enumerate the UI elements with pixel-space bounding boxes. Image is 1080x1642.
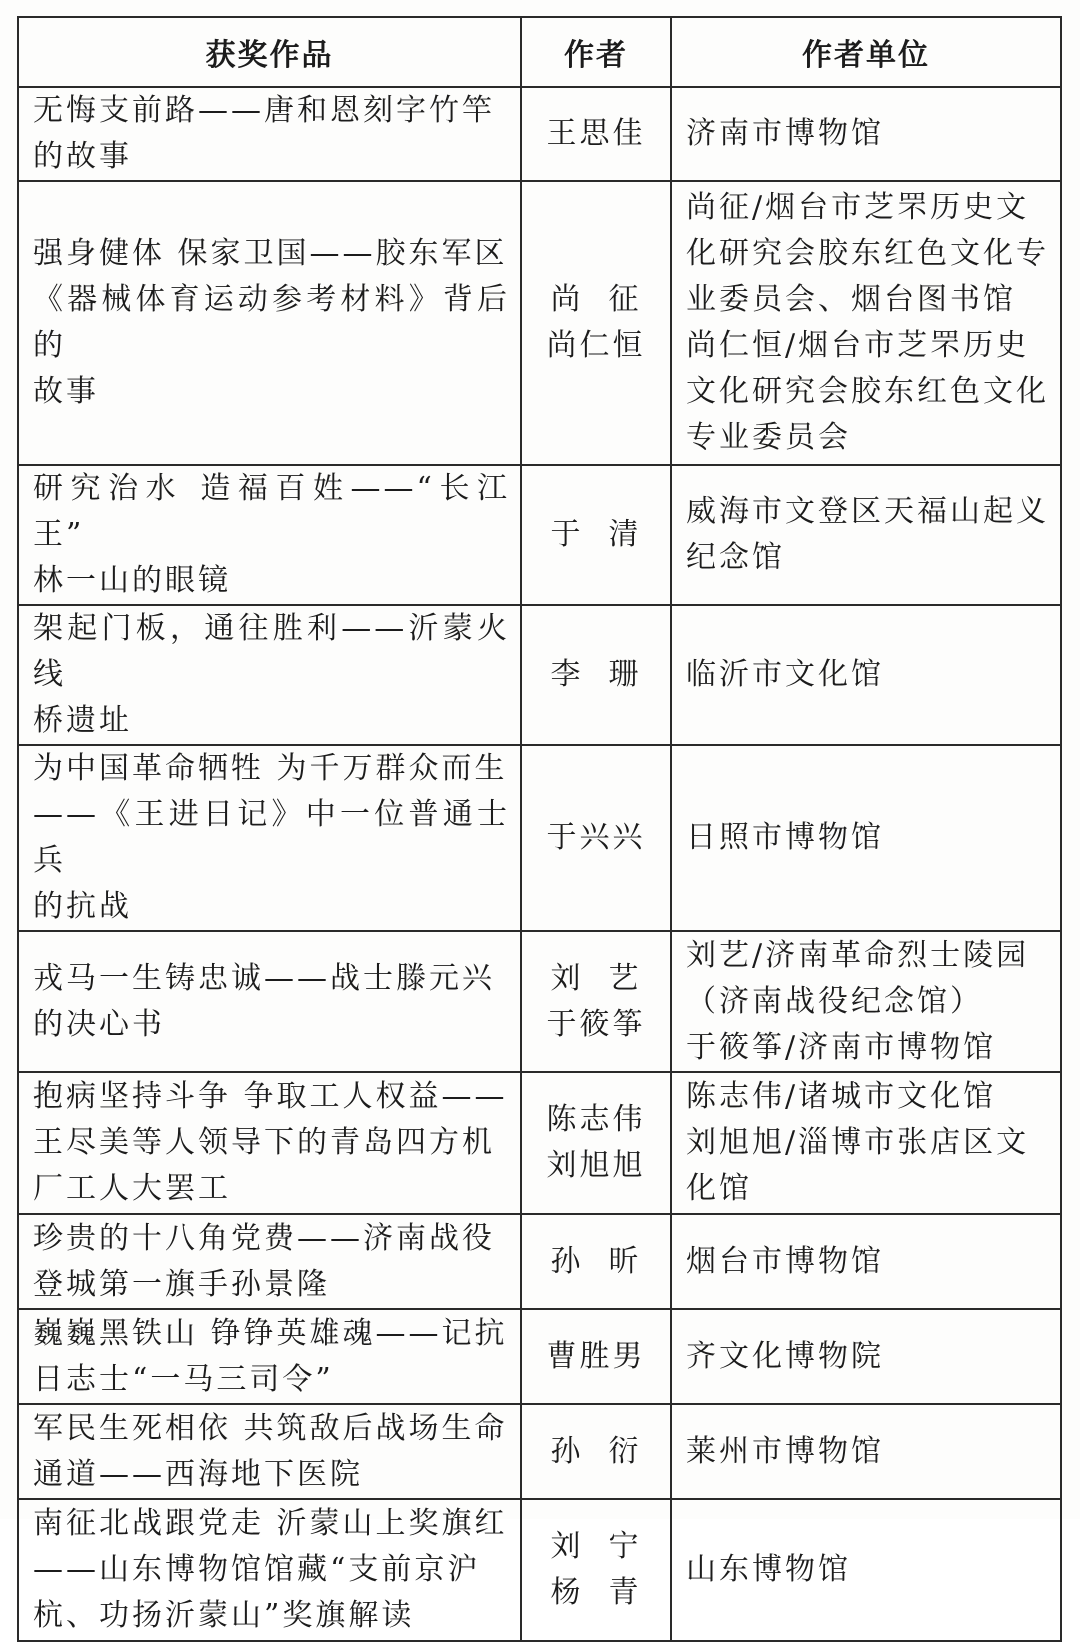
unit-cell <box>671 1499 1061 1641</box>
author-unit: 齐文化博物院 <box>686 1338 884 1374</box>
author-cell <box>521 1072 671 1214</box>
author-name: 于筱筝 <box>546 1006 646 1042</box>
table-row <box>18 605 1061 745</box>
author-unit: 莱州市博物馆 <box>686 1433 884 1469</box>
work-title: 架起门板，通往胜利——沂蒙火线 桥遗址 <box>33 611 510 738</box>
author-name: 于 清 <box>550 517 642 552</box>
author-unit: 济南市博物馆 <box>686 116 884 151</box>
author-unit: 临沂市文化馆 <box>686 657 884 692</box>
work-title: 为中国革命牺牲 为千万群众而生 ——《王进日记》中一位普通士兵 的抗战 <box>33 751 510 924</box>
header-unit: 作者单位 <box>671 17 1061 87</box>
author-unit: 山东博物馆 <box>686 1552 851 1587</box>
author-cell <box>521 181 671 465</box>
unit-cell <box>671 1214 1061 1309</box>
author-cell <box>521 931 671 1072</box>
author-name: 尚 征 <box>550 282 642 317</box>
unit-cell <box>671 1309 1061 1404</box>
author-name: 李 珊 <box>550 657 642 692</box>
work-cell <box>18 1404 521 1499</box>
table-row <box>18 1404 1061 1499</box>
table-row <box>18 745 1061 931</box>
author-name: 孙 衍 <box>550 1433 642 1469</box>
work-title: 无悔支前路——唐和恩刻字竹竿 的故事 <box>33 93 495 174</box>
work-cell <box>18 87 521 181</box>
work-title: 研究治水 造福百姓——“长江王” 林一山的眼镜 <box>33 471 510 598</box>
unit-cell <box>671 1072 1061 1214</box>
awards-table <box>17 16 1062 1642</box>
table-header-row <box>18 17 1061 87</box>
work-cell <box>18 1309 521 1404</box>
author-cell <box>521 1404 671 1499</box>
author-unit: 尚仁恒/烟台市芝罘历史 文化研究会胶东红色文化 专业委员会 <box>686 328 1049 455</box>
table-row <box>18 87 1061 181</box>
work-title: 军民生死相依 共筑敌后战场生命 通道——西海地下医院 <box>33 1410 508 1492</box>
unit-cell <box>671 931 1061 1072</box>
work-cell <box>18 745 521 931</box>
work-cell <box>18 1072 521 1214</box>
author-name: 尚仁恒 <box>546 328 646 363</box>
author-unit: 日照市博物馆 <box>686 820 884 855</box>
author-unit: 刘旭旭/淄博市张店区文 化馆 <box>686 1125 1030 1206</box>
author-name: 刘 艺 <box>550 960 642 996</box>
unit-cell <box>671 87 1061 181</box>
author-name: 刘旭旭 <box>546 1148 646 1183</box>
work-cell <box>18 605 521 745</box>
table-row <box>18 181 1061 465</box>
work-cell <box>18 1214 521 1309</box>
author-unit: 陈志伟/诸城市文化馆 <box>686 1079 997 1114</box>
author-name: 陈志伟 <box>546 1102 646 1137</box>
table-row <box>18 1072 1061 1214</box>
unit-cell <box>671 181 1061 465</box>
author-cell <box>521 87 671 181</box>
author-unit: 尚征/烟台市芝罘历史文 化研究会胶东红色文化专 业委员会、烟台图书馆 <box>686 190 1049 317</box>
author-unit: 刘艺/济南革命烈士陵园 （济南战役纪念馆） <box>686 937 1030 1019</box>
unit-cell <box>671 1404 1061 1499</box>
author-cell <box>521 1214 671 1309</box>
work-title: 强身健体 保家卫国——胶东军区 《器械体育运动参考材料》背后的 故事 <box>33 236 510 409</box>
author-name: 孙 昕 <box>550 1243 642 1279</box>
header-author: 作者 <box>521 17 671 87</box>
work-cell <box>18 931 521 1072</box>
work-cell <box>18 1499 521 1641</box>
table-row <box>18 1499 1061 1641</box>
author-cell <box>521 745 671 931</box>
author-name: 王思佳 <box>546 116 646 151</box>
table-row <box>18 1309 1061 1404</box>
work-title: 抱病坚持斗争 争取工人权益—— 王尽美等人领导下的青岛四方机 厂工人大罢工 <box>33 1079 508 1206</box>
author-unit: 于筱筝/济南市博物馆 <box>686 1029 997 1065</box>
work-title: 戎马一生铸忠诚——战士滕元兴 的决心书 <box>33 960 495 1042</box>
work-cell <box>18 181 521 465</box>
table-body <box>18 87 1061 1641</box>
author-name: 曹胜男 <box>546 1338 646 1374</box>
unit-cell <box>671 465 1061 605</box>
author-cell <box>521 1309 671 1404</box>
author-unit: 威海市文登区天福山起义 纪念馆 <box>686 494 1049 575</box>
author-name: 杨 青 <box>550 1575 642 1610</box>
author-name: 于兴兴 <box>546 820 646 855</box>
author-cell <box>521 1499 671 1641</box>
author-cell <box>521 465 671 605</box>
work-cell <box>18 465 521 605</box>
unit-cell <box>671 605 1061 745</box>
header-work: 获奖作品 <box>18 17 521 87</box>
work-title: 珍贵的十八角党费——济南战役 登城第一旗手孙景隆 <box>33 1220 495 1302</box>
author-unit: 烟台市博物馆 <box>686 1243 884 1279</box>
work-title: 巍巍黑铁山 铮铮英雄魂——记抗 日志士“一马三司令” <box>33 1315 508 1397</box>
table-row <box>18 1214 1061 1309</box>
work-title: 南征北战跟党走 沂蒙山上奖旗红 ——山东博物馆馆藏“支前京沪 杭、功扬沂蒙山”奖旗解读 <box>33 1506 508 1633</box>
author-cell <box>521 605 671 745</box>
table-row <box>18 465 1061 605</box>
unit-cell <box>671 745 1061 931</box>
table-row <box>18 931 1061 1072</box>
author-name: 刘 宁 <box>550 1529 642 1564</box>
